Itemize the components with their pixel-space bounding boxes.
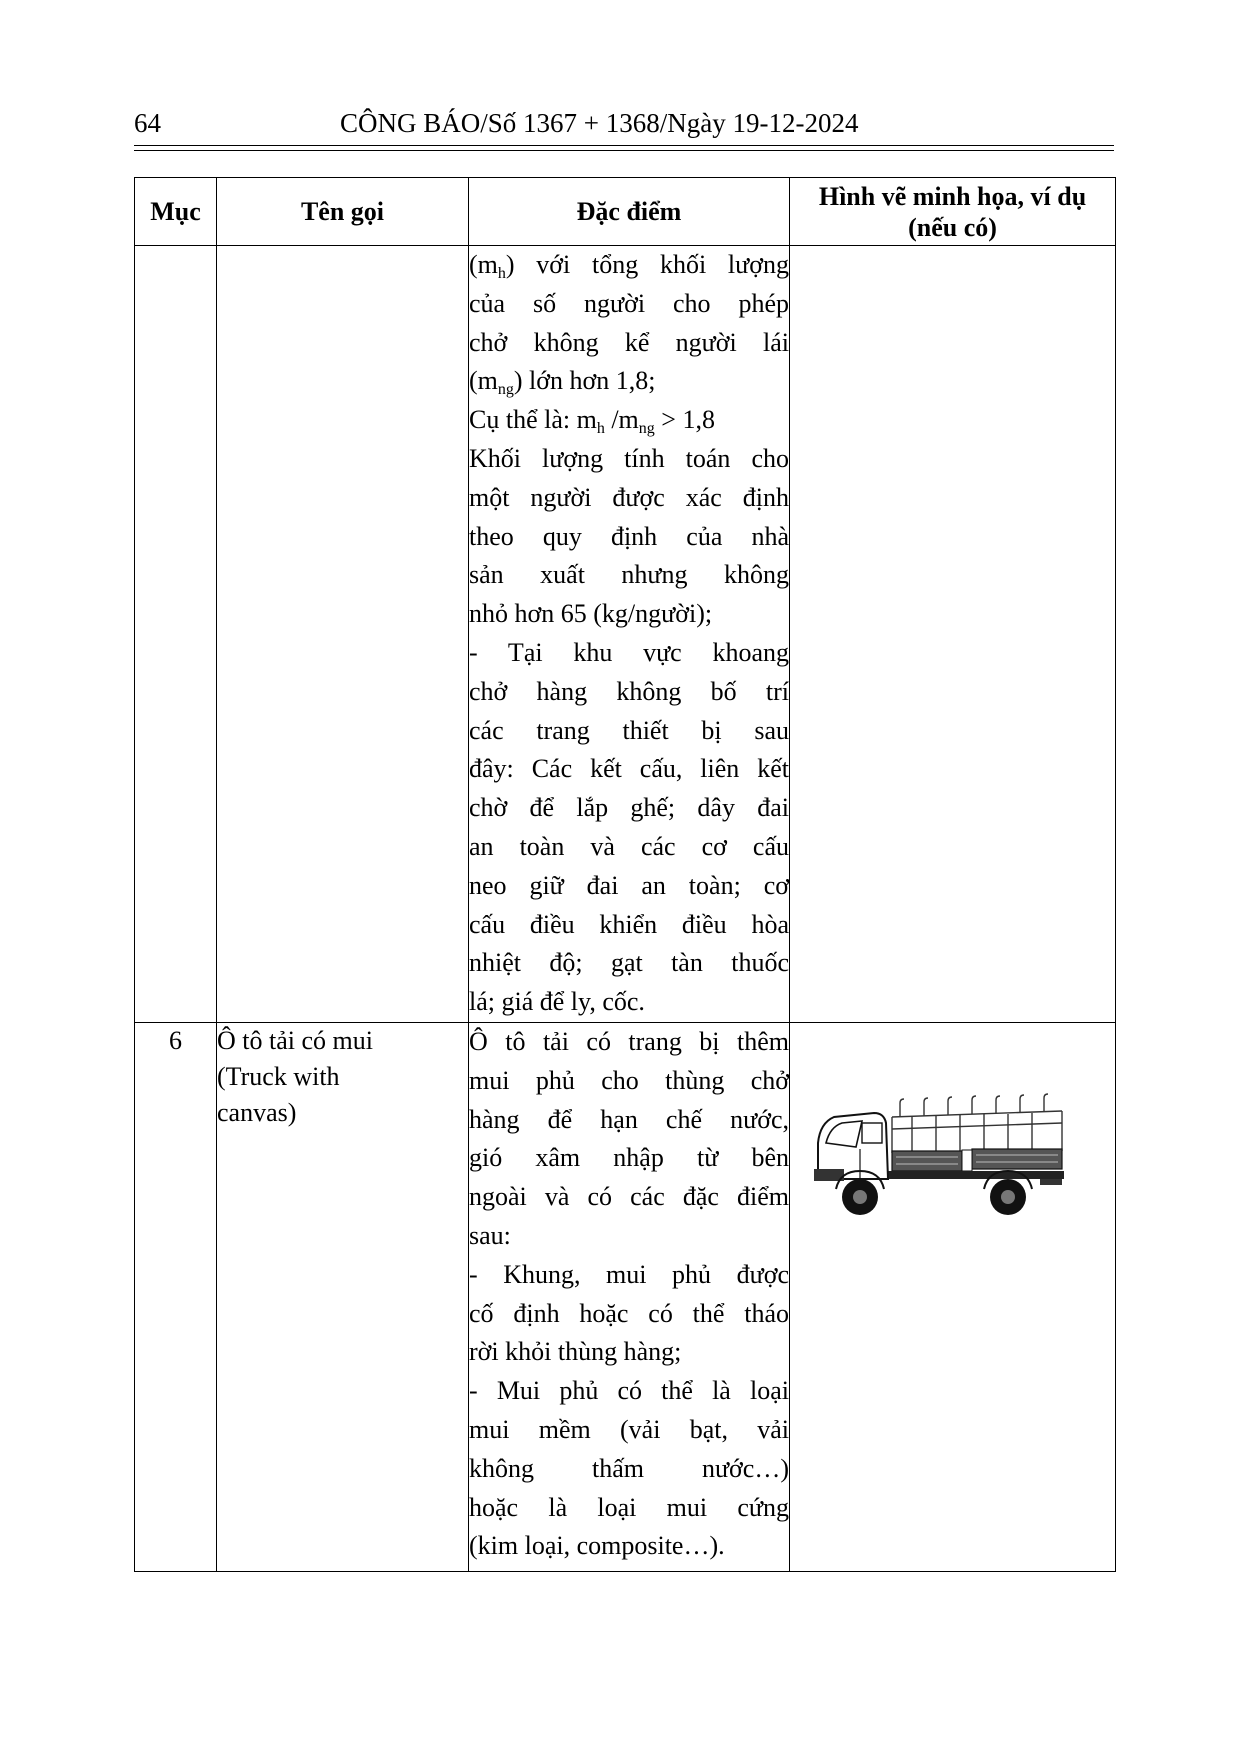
text-line: không thấm nước…): [469, 1453, 789, 1483]
col-header-muc: Mục: [135, 178, 217, 246]
text-line: nhiệt độ; gạt tàn thuốc: [469, 948, 789, 978]
text-line: sản xuất nhưng không: [469, 560, 789, 590]
col-header-hinh-ve-line1: Hình vẽ minh họa, ví dụ: [818, 181, 1087, 211]
text-line: $(m_{ng})$ lớn hơn 1,8;: [469, 366, 656, 399]
page-number: 64: [134, 108, 161, 138]
ten-goi-line: Ô tô tải có mui: [217, 1025, 373, 1055]
text-line: mui phủ cho thùng chở: [469, 1065, 789, 1095]
text-line: của số người cho phép: [469, 288, 789, 318]
text-line: cố định hoặc có thể tháo: [469, 1298, 789, 1328]
header-title: CÔNG BÁO/Số 1367 + 1368/Ngày 19-12-2024: [340, 108, 859, 138]
text-line: - Mui phủ có thể là loại: [469, 1376, 789, 1406]
table-header-row: [135, 178, 1116, 246]
header-rule-bottom: [134, 150, 1114, 151]
col-header-ten-goi: Tên gọi: [217, 178, 469, 246]
text-line: Cụ thể là: $m_h$ $/m_{ng} > 1,8$: [469, 405, 715, 438]
vehicle-classification-table: [134, 177, 1116, 1572]
text-line: an toàn và các cơ cấu: [469, 831, 789, 861]
text-line: chờ để lắp ghế; dây đai: [469, 793, 789, 823]
text-line: một người được xác định: [469, 482, 789, 512]
text-line: ngoài và có các đặc điểm: [469, 1182, 789, 1212]
text-line: Ô tô tải có trang bị thêm: [469, 1026, 789, 1056]
text-line: neo giữ đai an toàn; cơ: [469, 870, 789, 900]
col-header-hinh-ve: [790, 178, 1116, 246]
text-line: gió xâm nhập từ bên: [469, 1143, 789, 1173]
col-header-hinh-ve-line2: (nếu có): [908, 212, 997, 242]
rear-wheel: [990, 1179, 1026, 1215]
ten-goi-line: (Truck with: [217, 1061, 340, 1091]
text-line: (kim loại, composite…).: [469, 1531, 725, 1561]
cell-hinh-ve: [790, 246, 1116, 1023]
text-line: sau:: [469, 1220, 511, 1250]
text-line: hàng để hạn chế nước,: [469, 1104, 789, 1134]
truck-with-canvas-frame-icon: [812, 1093, 1074, 1239]
cell-ten-goi: [217, 246, 469, 1023]
text-line: các trang thiết bị sau: [469, 715, 789, 745]
text-line: đây: Các kết cấu, liên kết: [469, 754, 789, 784]
text-line: rời khỏi thùng hàng;: [469, 1337, 682, 1367]
header-rule-top: [134, 145, 1114, 146]
cell-dac-diem: [469, 246, 790, 1023]
text-line: - Tại khu vực khoang: [469, 637, 789, 667]
table-row: [135, 246, 1116, 1023]
text-line: chở không kể người lái: [469, 327, 789, 357]
text-line: Khối lượng tính toán cho: [469, 443, 789, 473]
cell-ten-goi: [217, 1022, 469, 1571]
text-line: mui mềm (vải bạt, vải: [469, 1414, 789, 1444]
text-line: hoặc là loại mui cứng: [469, 1492, 789, 1522]
text-line: nhỏ hơn 65 (kg/người);: [469, 599, 713, 629]
cell-hinh-ve: [790, 1022, 1116, 1571]
ten-goi-line: canvas): [217, 1097, 297, 1127]
text-line: lá; giá để ly, cốc.: [469, 987, 645, 1017]
text-line: chở hàng không bố trí: [469, 676, 789, 706]
table-row: [135, 1022, 1116, 1571]
text-line: theo quy định của nhà: [469, 521, 789, 551]
front-wheel: [842, 1179, 878, 1215]
text-line: cấu điều khiển điều hòa: [469, 909, 789, 939]
cell-muc: 6: [135, 1022, 217, 1571]
col-header-dac-diem: Đặc điểm: [469, 178, 790, 246]
text-line: - Khung, mui phủ được: [469, 1259, 789, 1289]
cell-muc: [135, 246, 217, 1023]
text-line: $(m_h)$ với tổng khối lượng: [469, 250, 789, 282]
cell-dac-diem: [469, 1022, 790, 1571]
